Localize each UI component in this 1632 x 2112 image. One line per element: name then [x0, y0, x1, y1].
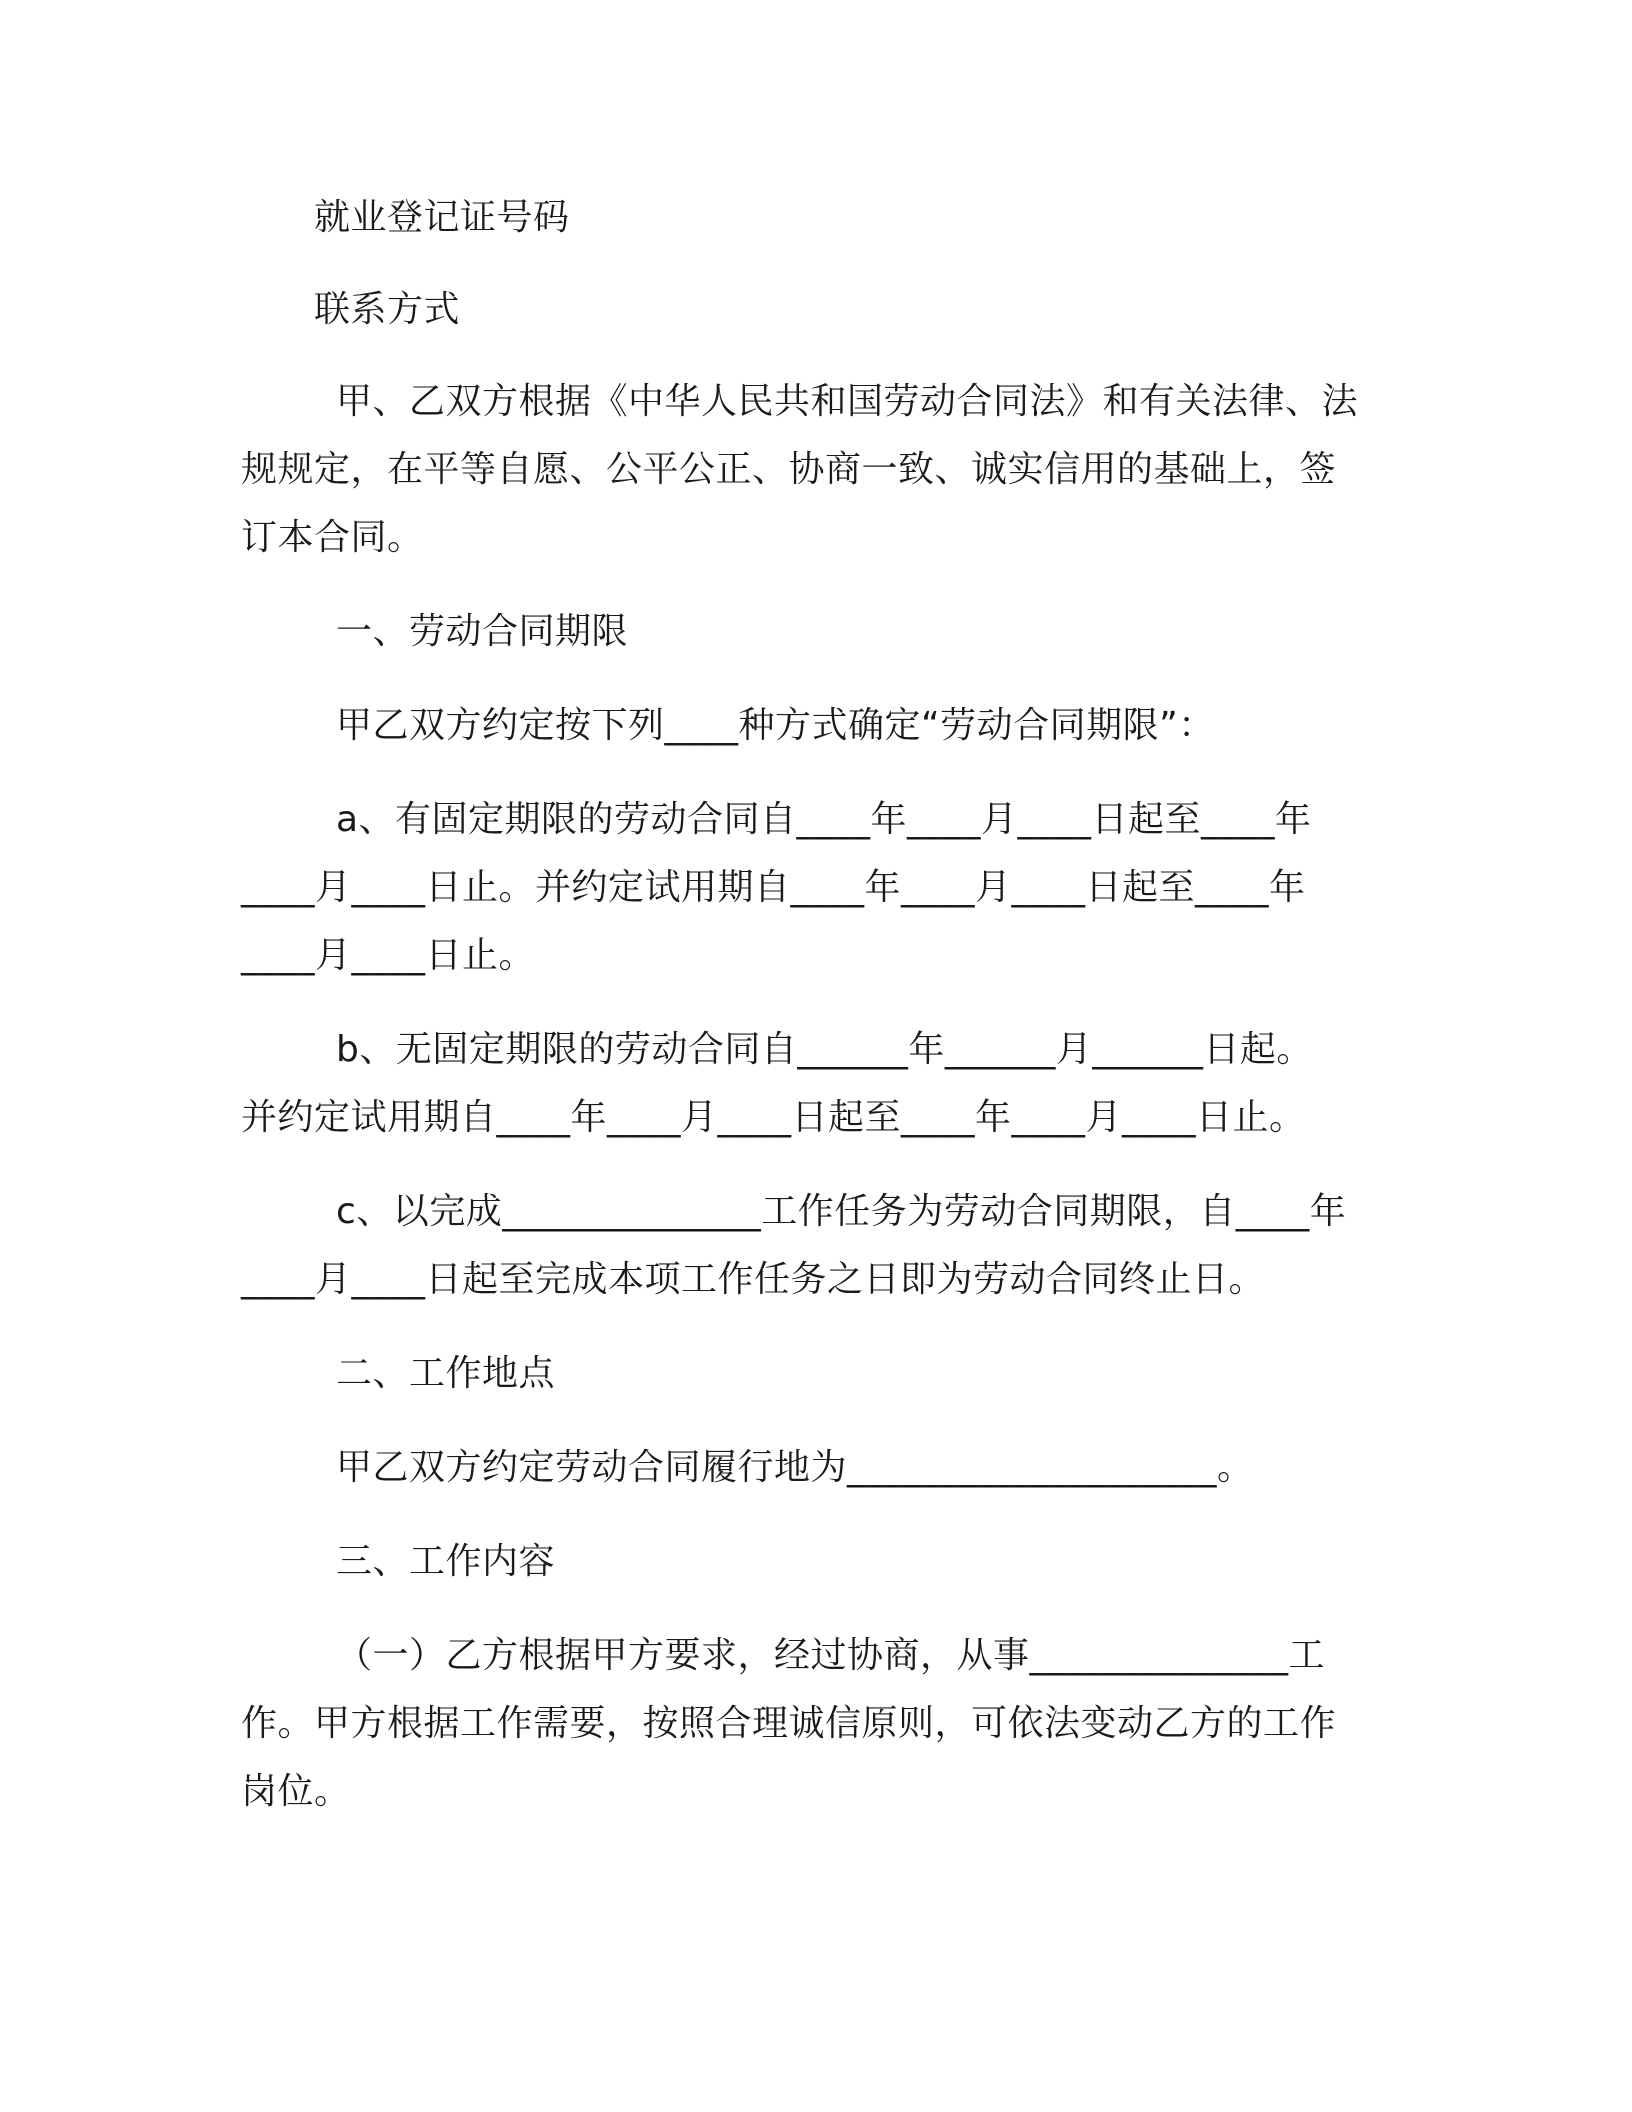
- intro-paragraph-line-3: 订本合同。: [241, 517, 424, 558]
- option-a-line-3: ____月____日止。: [241, 935, 536, 976]
- work-content-clause-line-2: 作。甲方根据工作需要，按照合理诚信原则，可依法变动乙方的工作: [241, 1703, 1337, 1744]
- option-b-line-1: b、无固定期限的劳动合同自______年______月______日起。: [336, 1029, 1313, 1070]
- option-c-line-2: ____月____日起至完成本项工作任务之日即为劳动合同终止日。: [241, 1259, 1266, 1300]
- contract-term-method: 甲乙双方约定按下列____种方式确定“劳动合同期限”：: [336, 705, 1215, 746]
- intro-paragraph-line-1: 甲、乙双方根据《中华人民共和国劳动合同法》和有关法律、法: [336, 381, 1359, 422]
- option-c-line-1: c、以完成______________工作任务为劳动合同期限，自____年: [336, 1191, 1347, 1232]
- section-heading-work-location: 二、工作地点: [336, 1353, 556, 1394]
- option-a-line-1: a、有固定期限的劳动合同自____年____月____日起至____年: [336, 799, 1312, 840]
- option-a-line-2: ____月____日止。并约定试用期自____年____月____日起至____年: [241, 867, 1306, 908]
- field-contact-info: 联系方式: [314, 289, 461, 330]
- section-heading-work-content: 三、工作内容: [336, 1541, 556, 1582]
- work-content-clause-line-1: （一）乙方根据甲方要求，经过协商，从事______________工: [336, 1635, 1326, 1676]
- intro-paragraph-line-2: 规规定，在平等自愿、公平公正、协商一致、诚实信用的基础上，签: [241, 449, 1337, 490]
- option-b-line-2: 并约定试用期自____年____月____日起至____年____月____日止。: [241, 1097, 1306, 1138]
- work-content-clause-line-3: 岗位。: [241, 1771, 351, 1812]
- section-heading-contract-term: 一、劳动合同期限: [336, 611, 629, 652]
- field-employment-registration-number: 就业登记证号码: [314, 197, 570, 238]
- work-location-clause: 甲乙双方约定劳动合同履行地为____________________。: [336, 1447, 1254, 1488]
